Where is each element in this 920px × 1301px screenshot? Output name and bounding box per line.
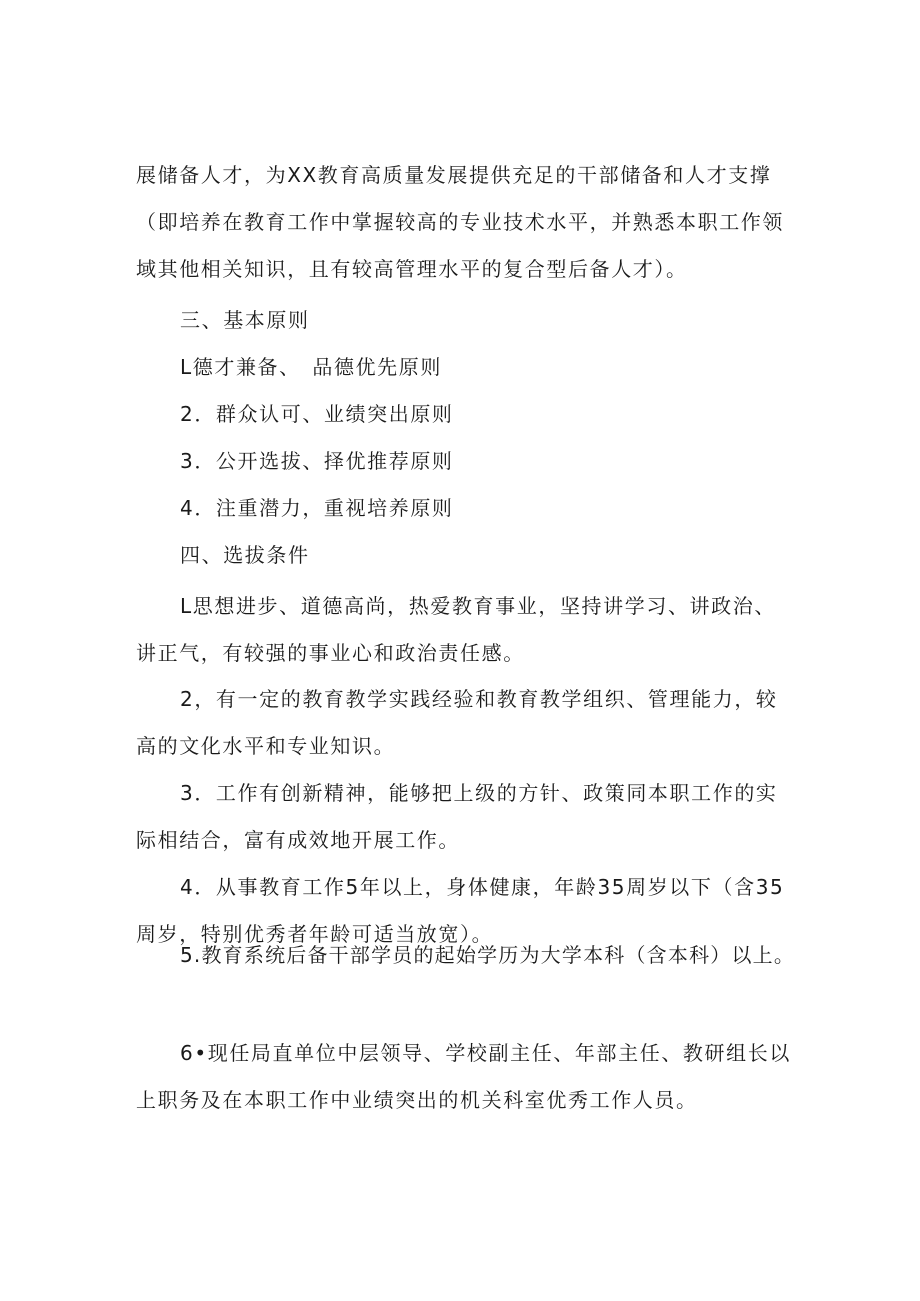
principle-item: 2．群众认可、业绩突出原则: [180, 402, 454, 426]
condition-5: [136, 932, 796, 979]
condition-3: [136, 770, 791, 864]
condition-2: [136, 676, 791, 770]
condition-first-line: 2，有一定的教育教学实践经验和教育教学组织、管理能力，较: [180, 687, 778, 711]
condition-first-line: 3．工作有创新精神，能够把上级的方针、政策同本职工作的实: [180, 781, 778, 805]
section-3: [136, 297, 791, 579]
condition-continuation: 高的文化水平和专业知识。: [136, 734, 396, 758]
condition-continuation: 周岁，特别优秀者年龄可适当放宽）。: [136, 922, 494, 946]
condition-continuation: 上职务及在本职工作中业绩突出的机关科室优秀工作人员。: [136, 1088, 698, 1112]
principle-item: 3．公开选拔、择优推荐原则: [180, 449, 454, 473]
paragraph-line: （即培养在教育工作中掌握较高的专业技术水平，并熟悉本职工作领: [136, 210, 784, 234]
paragraph-line: 展储备人才，为XX教育高质量发展提供充足的干部储备和人才支撑: [136, 163, 772, 187]
condition-6: [136, 1030, 791, 1124]
principle-item: L德才兼备、 品德优先原则: [180, 355, 442, 379]
intro-paragraph: [136, 152, 791, 293]
condition-continuation: 讲正气，有较强的事业心和政治责任感。: [136, 641, 525, 665]
condition-first-line: 6•现任局直单位中层领导、学校副主任、年部主任、教研组长以: [180, 1041, 791, 1065]
section-heading: 三、基本原则: [180, 308, 310, 332]
principle-item: 4．注重潜力，重视培养原则: [180, 496, 454, 520]
paragraph-line: 域其他相关知识，且有较高管理水平的复合型后备人才）。: [136, 257, 688, 281]
condition-first-line: L思想进步、道德高尚，热爱教育事业，坚持讲学习、讲政治、: [180, 594, 776, 618]
section-heading: 四、选拔条件: [180, 543, 310, 567]
condition-first-line: 4．从事教育工作5年以上，身体健康，年龄35周岁以下（含35: [180, 875, 785, 899]
condition-1: [136, 583, 791, 677]
condition-continuation: 际相结合，富有成效地开展工作。: [136, 828, 460, 852]
condition-first-line: 5.教育系统后备干部学员的起始学历为大学本科（含本科）以上。: [180, 943, 796, 967]
